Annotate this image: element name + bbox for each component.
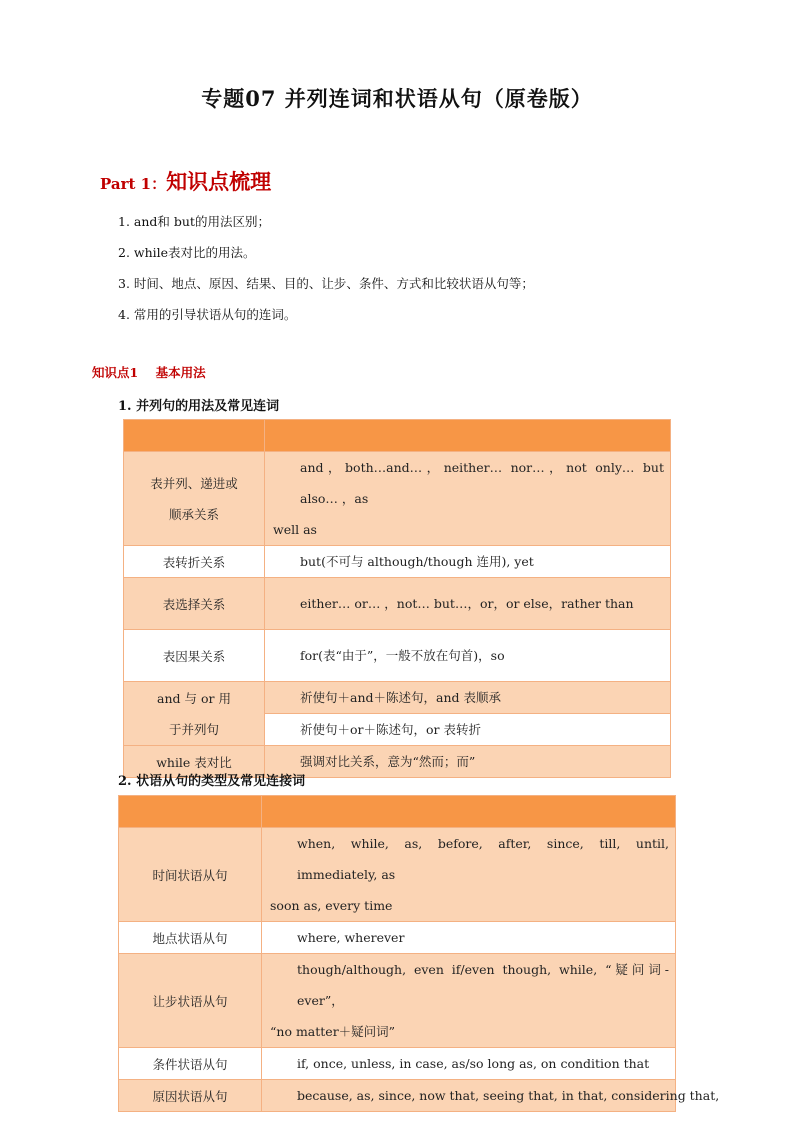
row-label: 原因状语从句 (119, 1080, 262, 1112)
overview-list (118, 206, 534, 330)
row-content: if, once, unless, in case, as/so long as, on condition that (262, 1048, 676, 1080)
header-cell (124, 420, 265, 452)
row-label: 让步状语从句 (119, 954, 262, 1048)
row-content: 祈使句＋or＋陈述句，or 表转折 (265, 714, 671, 746)
header-cell (265, 420, 671, 452)
list-item: 1. and和 but的用法区别； (118, 214, 270, 229)
table-row (124, 452, 671, 546)
table-row (124, 546, 671, 578)
row-label: 表并列、递进或 顺承关系 (124, 452, 265, 546)
table-header-row (124, 420, 671, 452)
row-label: 表选择关系 (124, 578, 265, 630)
section1-heading: 1. 并列句的用法及常见连词 (118, 399, 280, 414)
header-cell (119, 796, 262, 828)
table-row (119, 1080, 676, 1112)
part-label: Part 1： (100, 175, 167, 193)
row-label: 表转折关系 (124, 546, 265, 578)
table-row (119, 828, 676, 922)
row-content: where, wherever (262, 922, 676, 954)
row-content: 祈使句＋and＋陈述句，and 表顺承 (265, 682, 671, 714)
table-row (119, 922, 676, 954)
row-content: for(表“由于”，一般不放在句首)，so (265, 630, 671, 682)
conjunction-table (123, 419, 671, 778)
row-label: while 表对比 (124, 746, 265, 778)
adverbial-clause-table (118, 795, 720, 1112)
knowledge-point-heading: 知识点1 基本用法 (92, 365, 206, 380)
row-content: when, while, as, before, after, since, till, until, immediately, as soon as, every time (262, 828, 676, 922)
row-content: and，both…and…，neither… nor…，not only… but also… ，as well as (265, 452, 671, 546)
section2-heading: 2. 状语从句的类型及常见连接词 (118, 774, 306, 789)
list-item: 2. while表对比的用法。 (118, 245, 256, 260)
table-header-row (119, 796, 676, 828)
row-label: 表因果关系 (124, 630, 265, 682)
row-label: 时间状语从句 (119, 828, 262, 922)
table-row (119, 1048, 676, 1080)
row-content: either… or… ，not… but…，or，or else，rather than (265, 578, 671, 630)
table-row (124, 682, 671, 714)
row-label: and 与 or 用 于并列句 (124, 682, 265, 746)
page-title: 专题07 并列连词和状语从句（原卷版） (201, 86, 593, 111)
row-label: 条件状语从句 (119, 1048, 262, 1080)
part-heading (100, 166, 271, 196)
part-title: 知识点梳理 (166, 169, 272, 194)
row-content: because, as, since, now that, seeing that, in that, considering that, (262, 1080, 676, 1112)
table-row (124, 630, 671, 682)
row-content: but(不可与 although/though 连用), yet (265, 546, 671, 578)
row-content: 强调对比关系，意为“然而；而” (265, 746, 671, 778)
list-item: 4. 常用的引导状语从句的连词。 (118, 307, 297, 322)
row-label: 地点状语从句 (119, 922, 262, 954)
table-row (124, 578, 671, 630)
header-cell (262, 796, 676, 828)
row-content: though/although, even if/even though, while, “疑问词-ever”， “no matter＋疑问词” (262, 954, 676, 1048)
table-row (119, 954, 676, 1048)
list-item: 3. 时间、地点、原因、结果、目的、让步、条件、方式和比较状语从句等； (118, 276, 534, 291)
